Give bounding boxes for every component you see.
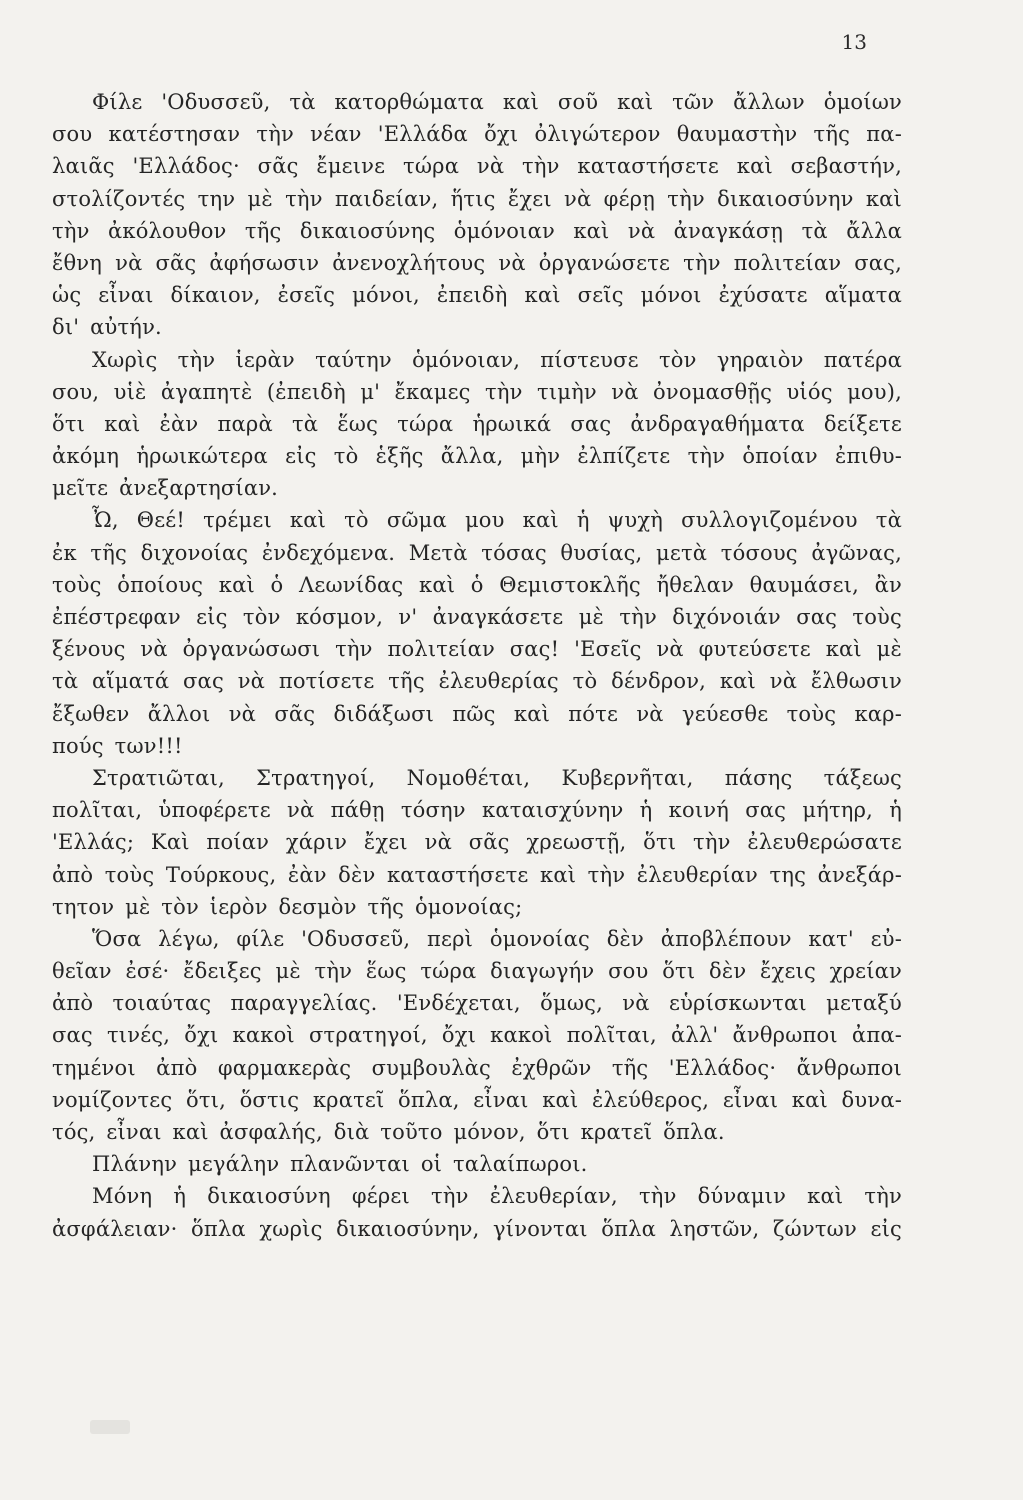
text-line: ἀπὸ τοιαύτας παραγγελίας. 'Ενδέχεται, ὅμως, νὰ εὑρίσκωνται μεταξύ: [52, 991, 902, 1016]
text-line: τοὺς ὁποίους καὶ ὁ Λεωνίδας καὶ ὁ Θεμιστοκλῆς ἤθελαν θαυμάσει, ἂν: [52, 572, 902, 597]
text-line: Χωρὶς τὴν ἱερὰν ταύτην ὁμόνοιαν, πίστευσε τὸν γηραιὸν πατέρα: [92, 347, 902, 372]
text-line: τητον μὲ τὸν ἱερὸν δεσμὸν τῆς ὁμονοίας;: [52, 894, 523, 919]
text-line: ὅτι καὶ ἐὰν παρὰ τὰ ἕως τώρα ἡρωικά σας ἀνδραγαθήματα δείξετε: [52, 411, 902, 436]
text-line: στολίζοντές την μὲ τὴν παιδείαν, ἥτις ἔχει νὰ φέρῃ τὴν δικαιοσύνην καὶ: [52, 186, 902, 211]
body-text: [52, 86, 902, 1245]
text-line: 'Ελλάς; Καὶ ποίαν χάριν ἔχει νὰ σᾶς χρεωστῇ, ὅτι τὴν ἐλευθερώσατε: [52, 830, 902, 855]
text-line: τός, εἶναι καὶ ἀσφαλής, διὰ τοῦτο μόνον, ὅτι κρατεῖ ὅπλα.: [52, 1120, 725, 1144]
text-line: Ὦ, Θεέ! τρέμει καὶ τὸ σῶμα μου καὶ ἡ ψυχὴ συλλογιζομένου τὰ: [92, 508, 902, 533]
text-line: Μόνη ἡ δικαιοσύνη φέρει τὴν ἐλευθερίαν, τὴν δύναμιν καὶ τὴν: [92, 1184, 902, 1209]
page-number: 13: [841, 30, 867, 54]
text-line: τὰ αἵματά σας νὰ ποτίσετε τῆς ἐλευθερίας τὸ δένδρον, καὶ νὰ ἔλθωσιν: [52, 669, 902, 694]
text-line: σου κατέστησαν τὴν νέαν 'Ελλάδα ὄχι ὀλιγώτερον θαυμαστὴν τῆς πα-: [52, 122, 902, 147]
text-line: τημένοι ἀπὸ φαρμακερὰς συμβουλὰς ἐχθρῶν τῆς 'Ελλάδος· ἄνθρωποι: [52, 1055, 902, 1080]
text-line: Ὅσα λέγω, φίλε 'Οδυσσεῦ, περὶ ὁμονοίας δὲν ἀποβλέπουν κατ' εὐ-: [92, 926, 902, 951]
text-line: Φίλε 'Οδυσσεῦ, τὰ κατορθώματα καὶ σοῦ καὶ τῶν ἄλλων ὁμοίων: [92, 90, 902, 114]
text-line: πολῖται, ὑποφέρετε νὰ πάθῃ τόσην καταισχύνην ἡ κοινή σας μήτηρ, ἡ: [52, 798, 902, 823]
text-line: σου, υἱὲ ἀγαπητὲ (ἐπειδὴ μ' ἔκαμες τὴν τιμὴν νὰ ὀνομασθῇς υἱός μου),: [52, 379, 902, 404]
text-line: θεῖαν ἐσέ· ἔδειξες μὲ τὴν ἕως τώρα διαγωγήν σου ὅτι δὲν ἔχεις χρείαν: [52, 959, 902, 984]
text-line: σας τινές, ὄχι κακοὶ στρατηγοί, ὄχι κακοὶ πολῖται, ἀλλ' ἄνθρωποι ἀπα-: [52, 1023, 902, 1048]
text-line: ἐκ τῆς διχονοίας ἐνδεχόμενα. Μετὰ τόσας θυσίας, μετὰ τόσους ἀγῶνας,: [52, 540, 902, 565]
text-line: ἀπὸ τοὺς Τούρκους, ἐὰν δὲν καταστήσετε καὶ τὴν ἐλευθερίαν της ἀνεξάρ-: [52, 862, 902, 887]
text-line: λαιᾶς 'Ελλάδος· σᾶς ἔμεινε τώρα νὰ τὴν καταστήσετε καὶ σεβαστήν,: [52, 154, 902, 179]
text-line: ἀκόμη ἡρωικώτερα εἰς τὸ ἑξῆς ἄλλα, μὴν ἐλπίζετε τὴν ὁποίαν ἐπιθυ-: [52, 444, 902, 469]
paper-stain: [90, 1420, 130, 1434]
text-line: ἀσφάλειαν· ὅπλα χωρὶς δικαιοσύνην, γίνονται ὅπλα ληστῶν, ζώντων εἰς: [52, 1216, 902, 1241]
text-line: ὡς εἶναι δίκαιον, ἐσεῖς μόνοι, ἐπειδὴ καὶ σεῖς μόνοι ἐχύσατε αἵματα: [52, 283, 902, 308]
text-line: Στρατιῶται, Στρατηγοί, Νομοθέται, Κυβερνῆται, πάσης τάξεως: [92, 765, 902, 790]
text-line: Πλάνην μεγάλην πλανῶνται οἱ ταλαίπωροι.: [92, 1152, 588, 1177]
text-line: νομίζοντες ὅτι, ὅστις κρατεῖ ὅπλα, εἶναι καὶ ἐλεύθερος, εἶναι καὶ δυνα-: [52, 1087, 902, 1112]
text-line: πούς των!!!: [52, 733, 183, 758]
text-line: ξένους νὰ ὀργανώσωσι τὴν πολιτείαν σας! 'Εσεῖς νὰ φυτεύσετε καὶ μὲ: [52, 637, 902, 662]
text-line: ἐπέστρεφαν εἰς τὸν κόσμον, ν' ἀναγκάσετε μὲ τὴν διχόνοιάν σας τοὺς: [52, 605, 902, 629]
text-line: ἔθνη νὰ σᾶς ἀφήσωσιν ἀνενοχλήτους νὰ ὀργανώσετε τὴν πολιτείαν σας,: [52, 250, 902, 275]
text-line: τὴν ἀκόλουθον τῆς δικαιοσύνης ὁμόνοιαν καὶ νὰ ἀναγκάσῃ τὰ ἄλλα: [52, 218, 902, 243]
text-line: ἔξωθεν ἄλλοι νὰ σᾶς διδάξωσι πῶς καὶ πότε νὰ γεύεσθε τοὺς καρ-: [52, 701, 902, 726]
text-line: δι' αὐτήν.: [52, 315, 162, 340]
text-line: μεῖτε ἀνεξαρτησίαν.: [52, 476, 279, 501]
